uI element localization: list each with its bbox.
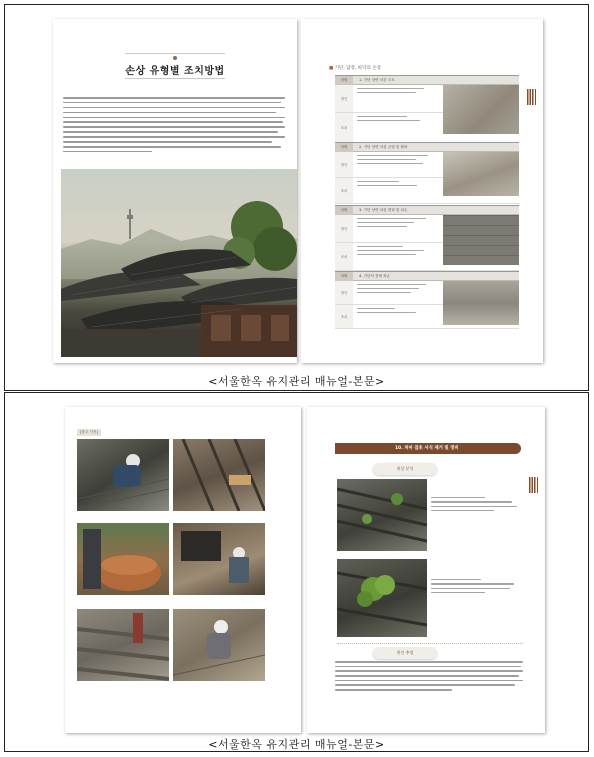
hanok-logo-icon [527,89,537,105]
figure-caption: <서울한옥 유지관리 매뉴얼-본문> [208,375,385,388]
reference-photo [173,523,265,595]
figure-caption: <서울한옥 유지관리 매뉴얼-본문> [208,738,385,751]
table-header [335,206,519,215]
damage-table [335,142,519,204]
bullet-icon: ■ [329,66,334,71]
reference-label: [참고 사진] [77,429,101,436]
body-text-block [63,97,285,156]
reference-photo [77,609,169,681]
damage-table [335,75,519,143]
top-spread-frame [4,4,589,391]
reference-photo [77,523,169,595]
table-tag: 상태 [335,143,353,152]
table-header [335,143,519,152]
row-label: 조치 [335,305,353,328]
manual-page-right [301,19,543,363]
damage-table [335,205,519,271]
row-label: 원인 [335,281,353,304]
row-label: 원인 [335,215,353,242]
chapter-sidebar [529,477,539,547]
table-header [335,76,519,85]
table-tag: 상태 [335,76,353,85]
subsection-pill: 현상 분석 [373,463,437,475]
row-label: 조치 [335,113,353,142]
table-heading: 1. 기단 상면 마감 모르 [359,78,395,82]
row-label: 원인 [335,85,353,112]
analysis-text [431,579,521,596]
weed-photo [337,479,427,551]
row-label: 조치 [335,178,353,203]
damage-photo [443,281,519,325]
table-tag: 상태 [335,272,353,281]
damage-photo [443,85,519,134]
chapter-sidebar [527,89,537,159]
table-heading: 4. 기단석 틈새 파손 [359,274,391,278]
damage-table [335,271,519,329]
hanok-roofs-illustration [61,169,297,357]
section-banner-text: 10. 처마 잡초 서식 제거 및 정비 [395,446,459,451]
manual-page-left [53,19,297,363]
damage-photo [443,152,519,196]
hanok-logo-icon [529,477,539,493]
row-label: 원인 [335,152,353,177]
page-title: 손상 유형별 조치방법 [125,66,225,77]
reference-photo [77,439,169,511]
table-tag: 상태 [335,206,353,215]
weed-photo [337,559,427,637]
section-banner [335,443,521,454]
row-label: 조치 [335,243,353,270]
cause-paragraph [335,661,523,694]
damage-photo [443,215,519,265]
table-heading: 3. 기단 상면 마감 변형 및 파손 [359,208,408,212]
reference-photo [173,609,265,681]
section-heading-text: 기단, 담장, 바닥의 손상 [334,66,381,71]
divider [337,643,523,644]
divider [125,78,225,79]
bottom-spread-frame [4,392,589,752]
analysis-text [431,497,521,514]
section-heading [329,65,381,71]
hanok-roofs-photo [61,169,297,357]
table-heading: 2. 기단 상면 마감 균열 및 탈락 [359,145,408,149]
subsection-pill: 원인 추정 [373,647,437,659]
reference-photo [173,439,265,511]
table-header [335,272,519,281]
divider [125,53,225,54]
manual-page-left [65,407,301,733]
ornament-dot [173,56,177,60]
manual-page-right [307,407,545,733]
